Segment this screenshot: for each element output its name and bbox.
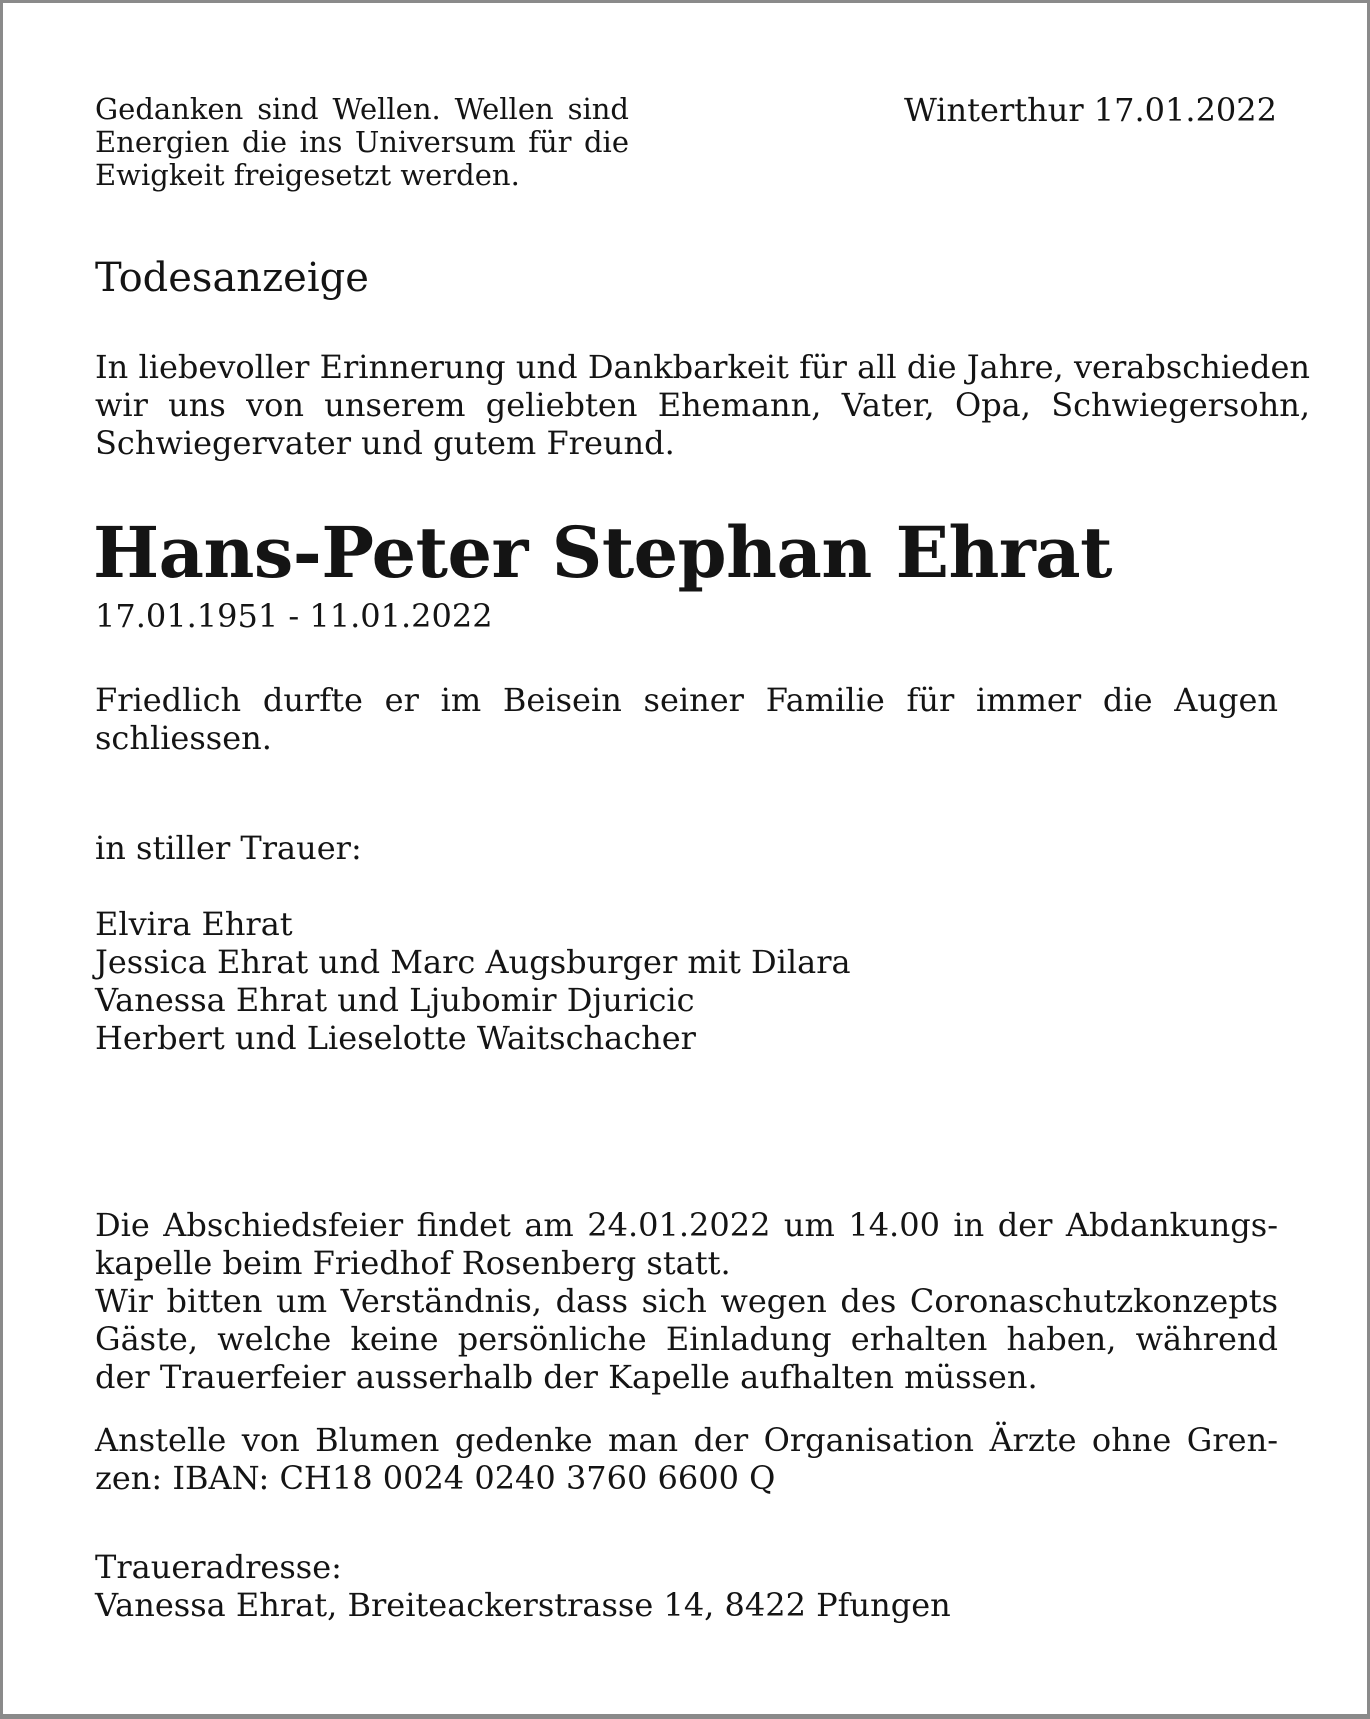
deceased-name: Hans-Peter Stephan Ehrat: [93, 511, 1112, 594]
passing-statement: Friedlich durfte er im Beisein seiner Familie für immer die Augen schliessen.: [95, 681, 1278, 757]
donation-notice: [95, 1421, 1278, 1497]
intro-paragraph: In liebevoller Erinnerung und Dankbarkeit für all die Jahre, verabschieden wir uns von unserem geliebten Ehemann, Vater, Opa, Schwiegersohn, Schwiegervater und gutem Freund.: [95, 348, 1310, 462]
place-and-date: Winterthur 17.01.2022: [903, 91, 1277, 129]
mourner-item: Vanessa Ehrat und Ljubomir Djuricic: [95, 981, 695, 1019]
page-title: Todesanzeige: [95, 255, 369, 301]
opening-quote: Gedanken sind Wellen. Wellen sind Energien die ins Universum für die Ewigkeit freigesetzt werden.: [95, 92, 629, 192]
covid-notice: Wir bitten um Verständnis, dass sich wegen des Coronaschutzkonzepts Gäste, welche keine persönliche Einladung erhalten haben, während der Trauerfeier ausserhalb der Kapelle aufhalten müssen.: [95, 1282, 1278, 1396]
mourning-label: in stiller Trauer:: [95, 829, 362, 867]
obituary-page: [3, 3, 1367, 1714]
donation-text: Anstelle von Blumen gedenke man der Organisation Ärzte ohne Grenzen: IBAN: CH18 0024 0240 3760 6600 Q: [95, 1421, 1278, 1497]
mourning-address: [95, 1548, 951, 1624]
ceremony-notice: [95, 1206, 1278, 1396]
ceremony-details: Die Abschiedsfeier findet am 24.01.2022 um 14.00 in der Abdankungskapelle beim Friedhof Rosenberg statt.: [95, 1206, 1278, 1282]
mourner-item: Jessica Ehrat und Marc Augsburger mit Dilara: [95, 943, 851, 981]
mourners-list: [95, 905, 851, 1057]
mourner-item: Herbert und Lieselotte Waitschacher: [95, 1019, 696, 1057]
life-dates: 17.01.1951 - 11.01.2022: [95, 597, 493, 635]
address-label: Traueradresse:: [95, 1548, 342, 1586]
address-value: Vanessa Ehrat, Breiteackerstrasse 14, 8422 Pfungen: [95, 1586, 951, 1624]
mourner-item: Elvira Ehrat: [95, 905, 293, 943]
